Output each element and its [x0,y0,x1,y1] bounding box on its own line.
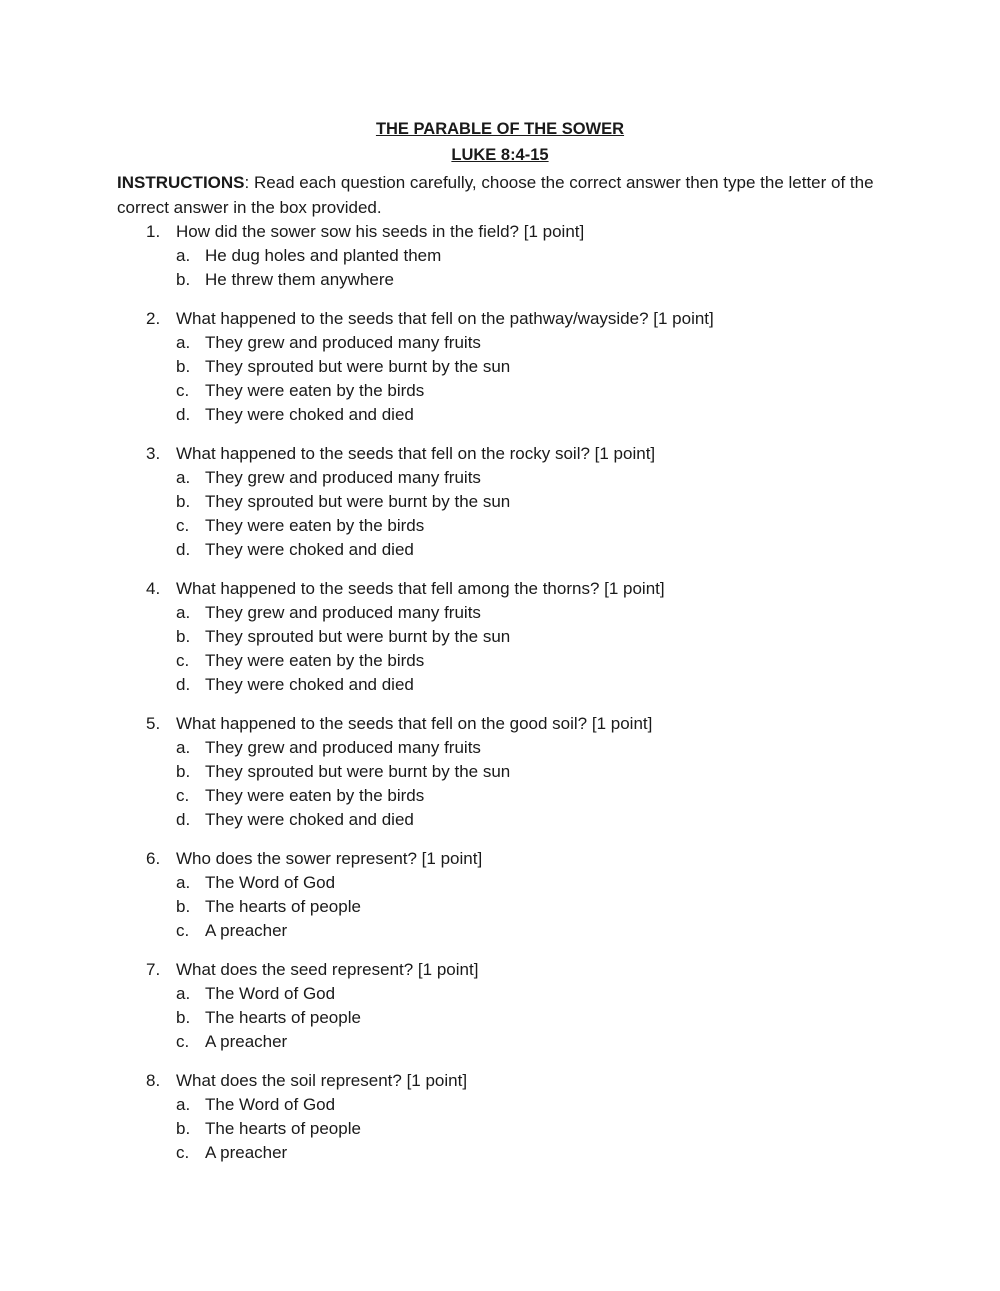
answer-option [0,268,1000,292]
option-text: The Word of God [205,873,336,892]
answer-option [0,895,1000,919]
answer-option [0,871,1000,895]
instructions-paragraph [117,170,897,220]
option-letter: b. [176,357,191,376]
answer-option [0,1141,1000,1165]
question-item [0,1069,1000,1165]
option-letter: a. [176,603,191,622]
option-text: They were choked and died [205,675,414,694]
option-text: A preacher [205,1032,288,1051]
option-text: They were eaten by the birds [205,651,425,670]
option-text: They were choked and died [205,810,414,829]
question-item [0,220,1000,292]
option-letter: b. [176,492,191,511]
option-letter: c. [176,381,190,400]
question-text: What does the soil represent? [1 point] [176,1071,468,1090]
option-letter: b. [176,270,191,289]
answer-option [0,490,1000,514]
option-letter: c. [176,651,190,670]
option-text: They grew and produced many fruits [205,738,481,757]
option-text: They sprouted but were burnt by the sun [205,762,511,781]
question-number: 5. [146,714,161,733]
option-letter: a. [176,873,191,892]
question-item [0,577,1000,697]
answer-option [0,1030,1000,1054]
question-text: What happened to the seeds that fell on the good soil? [1 point] [176,714,653,733]
question-line [0,577,1000,601]
option-letter: c. [176,1032,190,1051]
question-text: What happened to the seeds that fell among the thorns? [1 point] [176,579,665,598]
question-text: What happened to the seeds that fell on the pathway/wayside? [1 point] [176,309,714,328]
question-item [0,958,1000,1054]
option-letter: b. [176,627,191,646]
question-number: 7. [146,960,161,979]
answer-option [0,331,1000,355]
option-letter: a. [176,246,191,265]
question-item [0,847,1000,943]
option-text: They sprouted but were burnt by the sun [205,492,511,511]
page-subtitle: LUKE 8:4-15 [451,146,549,164]
option-letter: d. [176,810,191,829]
answer-option [0,982,1000,1006]
option-letter: b. [176,1119,191,1138]
question-line [0,712,1000,736]
question-text: Who does the sower represent? [1 point] [176,849,483,868]
option-letter: a. [176,738,191,757]
option-letter: d. [176,540,191,559]
question-item [0,307,1000,427]
answer-option [0,919,1000,943]
option-text: They sprouted but were burnt by the sun [205,357,511,376]
option-letter: d. [176,405,191,424]
option-text: They were choked and died [205,405,414,424]
option-letter: c. [176,1143,190,1162]
answer-option [0,808,1000,832]
question-number: 4. [146,579,161,598]
question-line [0,307,1000,331]
option-letter: b. [176,762,191,781]
answer-option [0,379,1000,403]
answer-option [0,673,1000,697]
answer-option [0,244,1000,268]
option-text: He threw them anywhere [205,270,394,289]
option-letter: b. [176,1008,191,1027]
option-text: The hearts of people [205,897,361,916]
option-text: The Word of God [205,984,336,1003]
option-letter: c. [176,516,190,535]
page-title: THE PARABLE OF THE SOWER [375,120,625,138]
question-number: 6. [146,849,161,868]
option-letter: a. [176,333,191,352]
option-text: They grew and produced many fruits [205,468,481,487]
option-letter: b. [176,897,191,916]
option-text: The hearts of people [205,1008,361,1027]
option-letter: a. [176,984,191,1003]
answer-option [0,1117,1000,1141]
option-letter: c. [176,786,190,805]
option-text: They were eaten by the birds [205,516,425,535]
question-line [0,847,1000,871]
option-text: They were choked and died [205,540,414,559]
answer-option [0,1006,1000,1030]
question-number: 3. [146,444,161,463]
answer-option [0,736,1000,760]
answer-option [0,403,1000,427]
answer-option [0,601,1000,625]
question-line [0,442,1000,466]
option-text: They sprouted but were burnt by the sun [205,627,511,646]
question-text: How did the sower sow his seeds in the field? [1 point] [176,222,585,241]
question-line [0,958,1000,982]
question-line [0,220,1000,244]
answer-option [0,760,1000,784]
option-letter: d. [176,675,191,694]
option-text: They were eaten by the birds [205,381,425,400]
option-text: They were eaten by the birds [205,786,425,805]
question-number: 1. [146,222,161,241]
answer-option [0,784,1000,808]
answer-option [0,514,1000,538]
instructions-label: INSTRUCTIONS [117,173,245,192]
option-text: The Word of God [205,1095,336,1114]
option-text: A preacher [205,921,288,940]
question-item [0,442,1000,562]
answer-option [0,649,1000,673]
question-line [0,1069,1000,1093]
answer-option [0,466,1000,490]
question-text: What does the seed represent? [1 point] [176,960,479,979]
option-letter: a. [176,1095,191,1114]
question-number: 8. [146,1071,161,1090]
question-list [0,220,1000,1180]
option-text: They grew and produced many fruits [205,333,481,352]
answer-option [0,1093,1000,1117]
answer-option [0,625,1000,649]
question-item [0,712,1000,832]
answer-option [0,355,1000,379]
instructions-text: : Read each question carefully, choose the correct answer then type the letter of the correct answer in the box provided. [117,173,874,217]
option-text: The hearts of people [205,1119,361,1138]
option-text: A preacher [205,1143,288,1162]
answer-option [0,538,1000,562]
question-number: 2. [146,309,161,328]
question-text: What happened to the seeds that fell on the rocky soil? [1 point] [176,444,656,463]
option-letter: c. [176,921,190,940]
option-text: He dug holes and planted them [205,246,442,265]
option-text: They grew and produced many fruits [205,603,481,622]
option-letter: a. [176,468,191,487]
